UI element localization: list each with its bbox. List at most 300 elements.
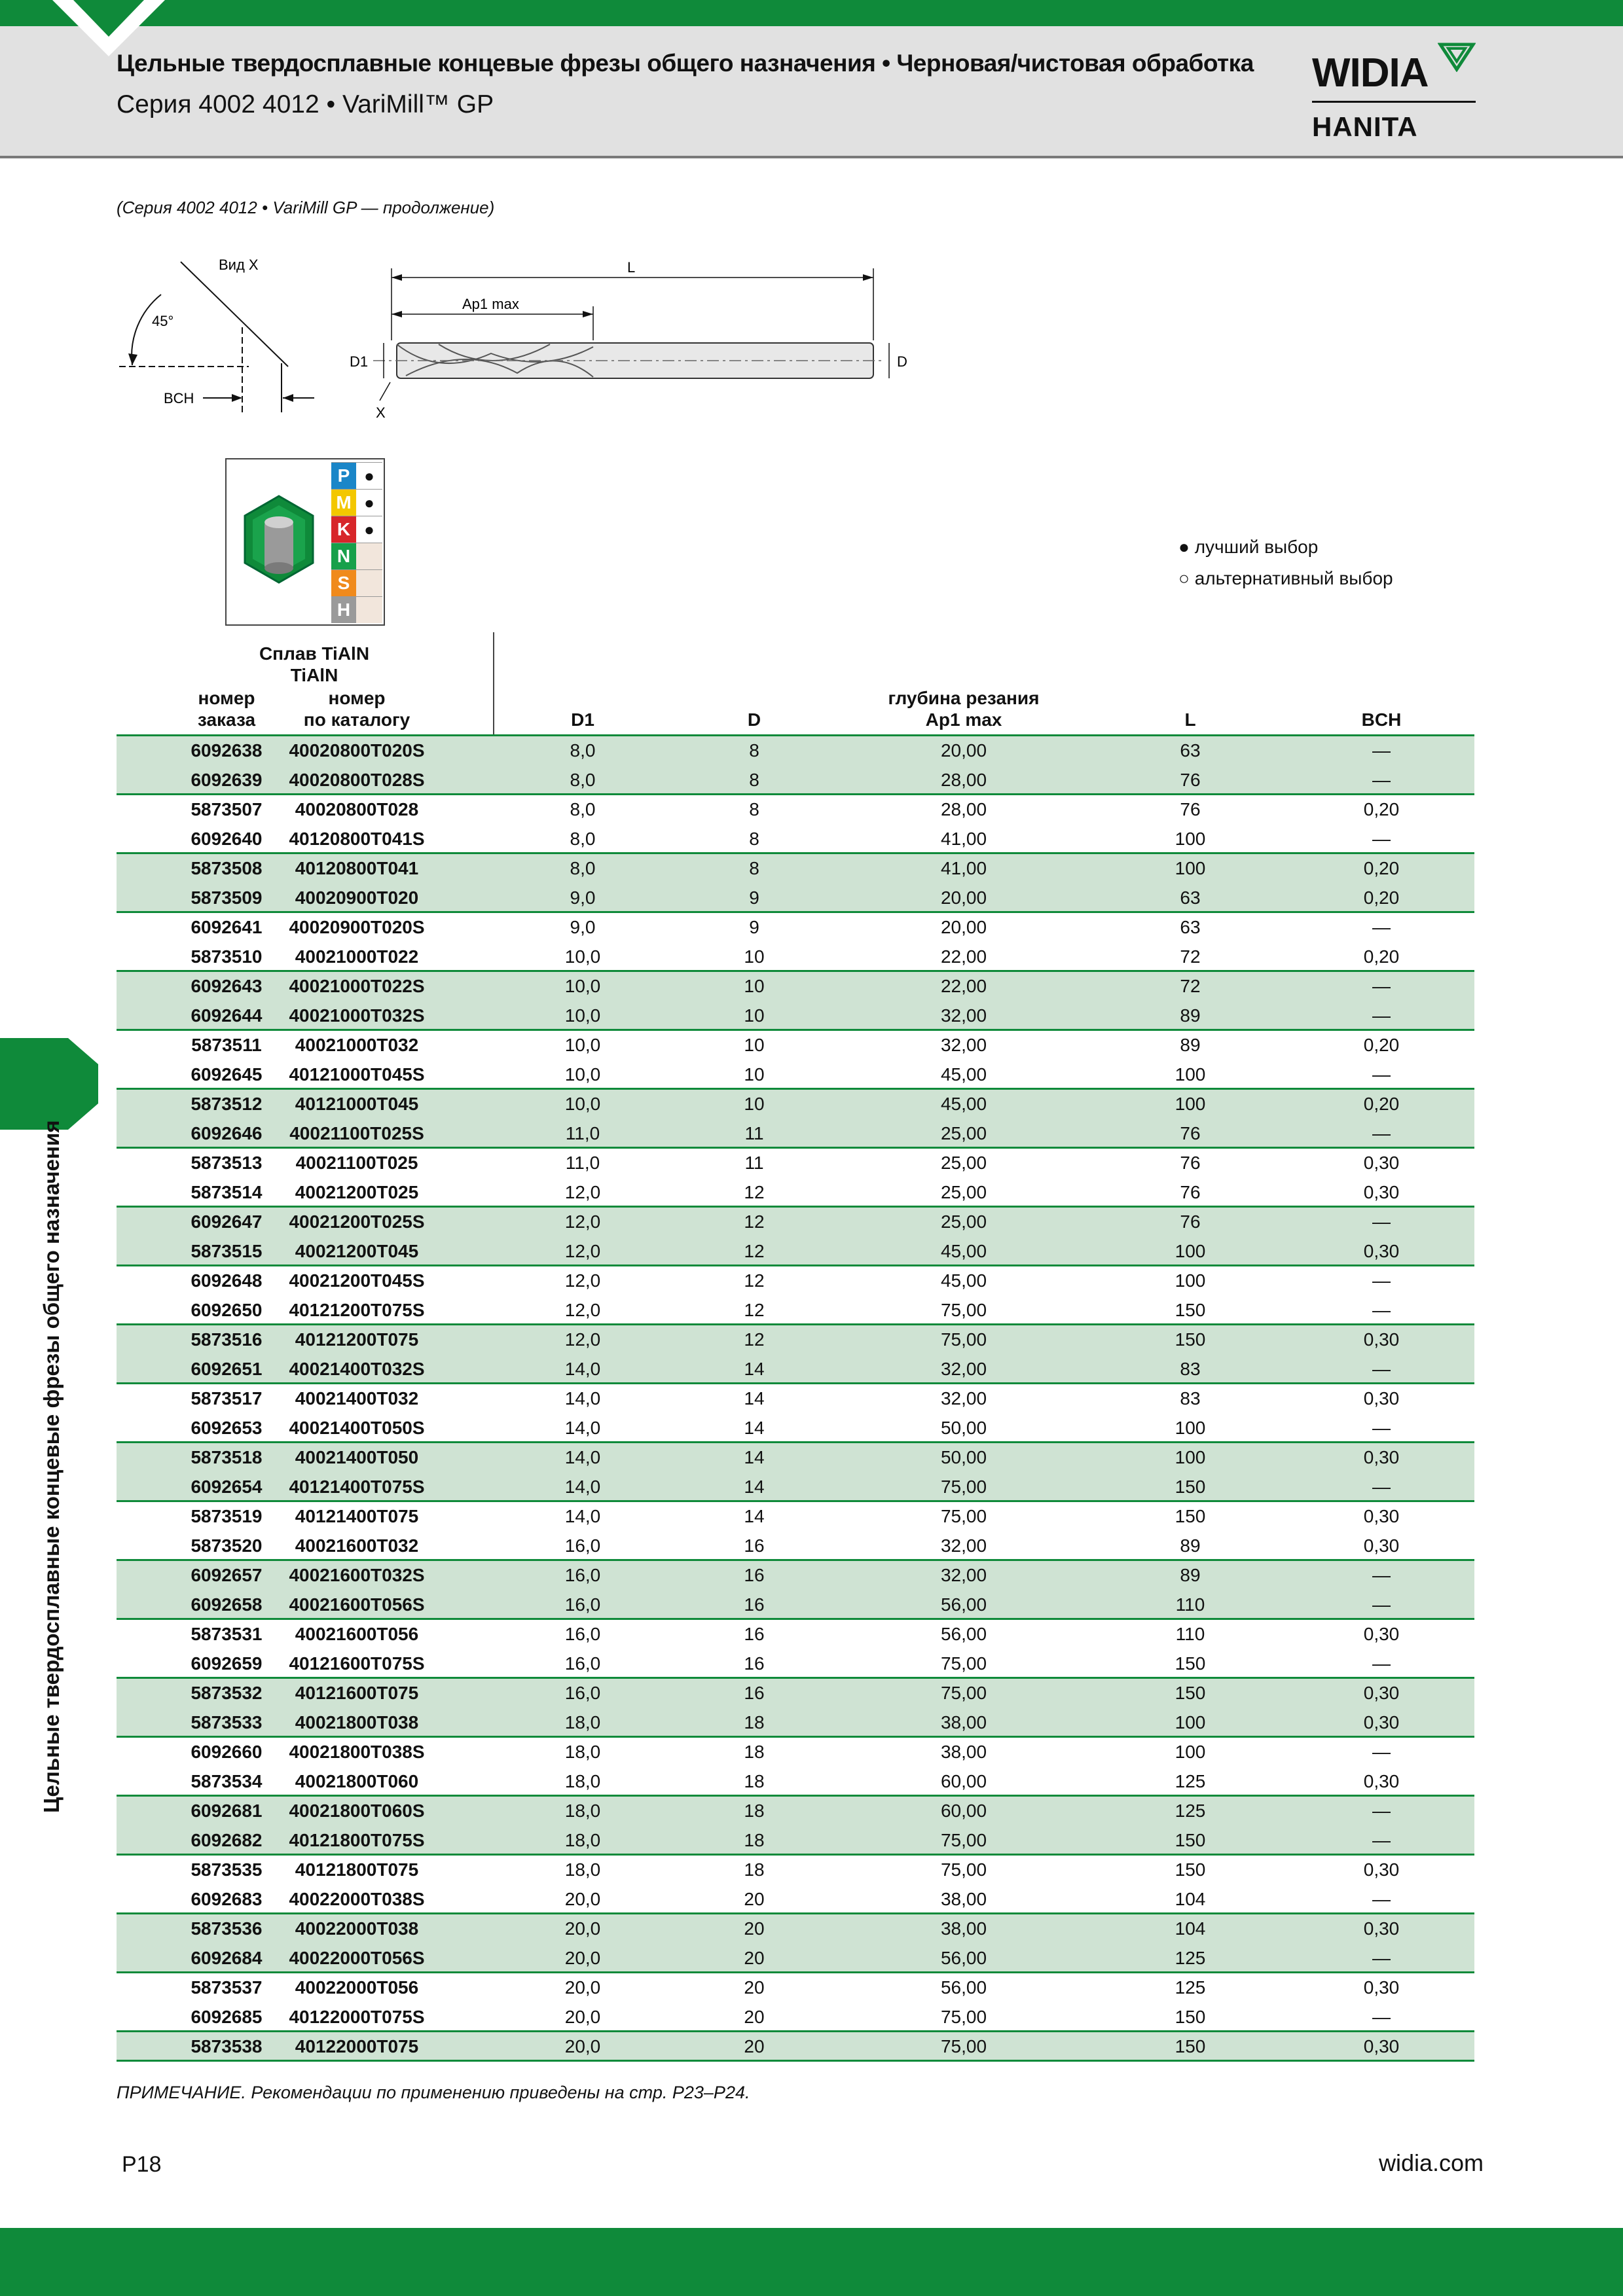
cell-l: 63 <box>1180 740 1201 761</box>
top-green-bar <box>0 0 1623 26</box>
table-row <box>117 734 1474 764</box>
cell-d1: 12,0 <box>564 1241 601 1261</box>
cell-order-number: 6092638 <box>191 740 263 761</box>
angle-label: 45° <box>152 313 174 329</box>
table-row <box>117 1294 1474 1323</box>
cell-order-number: 6092683 <box>191 1889 263 1909</box>
cell-l: 83 <box>1180 1388 1201 1408</box>
cell-l: 150 <box>1175 1506 1206 1526</box>
cell-ap1-max: 41,00 <box>940 829 987 849</box>
cell-catalog-number: 40021800T060 <box>295 1771 419 1791</box>
cell-d1: 18,0 <box>564 1712 601 1732</box>
cell-ap1-max: 41,00 <box>940 858 987 878</box>
cell-catalog-number: 40021100T025S <box>289 1123 424 1143</box>
cell-d: 8 <box>749 740 759 761</box>
cell-d1: 16,0 <box>564 1653 601 1674</box>
material-suitability-box <box>225 458 385 626</box>
cell-d: 20 <box>744 1977 765 1998</box>
cell-d1: 16,0 <box>564 1535 601 1556</box>
cell-order-number: 5873532 <box>191 1683 263 1703</box>
cell-bch: — <box>1372 829 1391 849</box>
cell-bch: — <box>1372 1005 1391 1026</box>
endmill-diagram <box>98 249 923 432</box>
table-row <box>117 1824 1474 1854</box>
cell-d1: 20,0 <box>564 1948 601 1968</box>
cell-d: 10 <box>744 946 765 967</box>
cell-bch: 0,30 <box>1363 1182 1400 1202</box>
cell-ap1-max: 75,00 <box>940 1477 987 1497</box>
table-row <box>117 2001 1474 2030</box>
table-row <box>117 1765 1474 1795</box>
material-suitability-mark: ● <box>356 490 382 516</box>
cell-catalog-number: 40120800T041S <box>289 829 425 849</box>
l-arrow-right <box>863 274 873 281</box>
table-row <box>117 1088 1474 1117</box>
cell-order-number: 6092657 <box>191 1565 263 1585</box>
cell-d1: 12,0 <box>564 1270 601 1291</box>
cell-ap1-max: 25,00 <box>940 1123 987 1143</box>
cell-d1: 8,0 <box>570 799 596 819</box>
table-row <box>117 2030 1474 2060</box>
cell-d: 20 <box>744 2007 765 2027</box>
cell-bch: 0,30 <box>1363 1918 1400 1939</box>
cell-order-number: 6092653 <box>191 1418 263 1438</box>
table-row <box>117 1176 1474 1206</box>
cell-order-number: 5873518 <box>191 1447 263 1467</box>
cell-order-number: 5873534 <box>191 1771 263 1791</box>
cell-ap1-max: 22,00 <box>940 976 987 996</box>
cell-ap1-max: 75,00 <box>940 1300 987 1320</box>
cell-d1: 14,0 <box>564 1418 601 1438</box>
cell-d: 12 <box>744 1300 765 1320</box>
material-suitability-mark: ● <box>356 463 382 489</box>
side-section-label: Цельные твердосплавные концевые фрезы общего назначения <box>39 1120 64 1813</box>
view-x-label: Вид X <box>219 257 259 273</box>
continuation-caption: (Серия 4002 4012 • VariMill GP — продолжение) <box>117 198 495 217</box>
cell-d: 18 <box>744 1771 765 1791</box>
cell-catalog-number: 40021800T060S <box>289 1801 425 1821</box>
page-number: P18 <box>122 2152 162 2177</box>
cell-d1: 10,0 <box>564 1035 601 1055</box>
cell-order-number: 6092641 <box>191 917 263 937</box>
cell-order-number: 5873533 <box>191 1712 263 1732</box>
table-row <box>117 1588 1474 1618</box>
cell-bch: 0,20 <box>1363 1035 1400 1055</box>
cell-l: 104 <box>1175 1918 1206 1939</box>
cell-order-number: 6092659 <box>191 1653 263 1674</box>
cell-d1: 9,0 <box>570 888 596 908</box>
cell-bch: 0,30 <box>1363 1977 1400 1998</box>
table-row <box>117 1736 1474 1765</box>
cell-catalog-number: 40121400T075 <box>295 1506 419 1526</box>
material-row <box>331 462 382 489</box>
bch-arrow-right <box>283 394 293 402</box>
alloy-title: Сплав TiAlN <box>259 643 370 664</box>
cell-ap1-max: 28,00 <box>940 799 987 819</box>
cell-bch: — <box>1372 976 1391 996</box>
cell-bch: — <box>1372 1830 1391 1850</box>
cell-d1: 10,0 <box>564 1064 601 1085</box>
material-letter: P <box>331 463 356 489</box>
cell-l: 150 <box>1175 1477 1206 1497</box>
cell-d1: 14,0 <box>564 1506 601 1526</box>
cell-bch: 0,30 <box>1363 1388 1400 1408</box>
material-suitability-mark <box>356 570 382 596</box>
cell-l: 125 <box>1175 1771 1206 1791</box>
cell-d1: 10,0 <box>564 946 601 967</box>
cell-d: 12 <box>744 1270 765 1291</box>
cell-d: 14 <box>744 1359 765 1379</box>
cell-bch: — <box>1372 1653 1391 1674</box>
cell-order-number: 5873531 <box>191 1624 263 1644</box>
cell-d: 20 <box>744 2036 765 2056</box>
cell-d1: 18,0 <box>564 1771 601 1791</box>
cell-ap1-max: 75,00 <box>940 1506 987 1526</box>
cell-l: 89 <box>1180 1565 1201 1585</box>
table-row <box>117 1677 1474 1706</box>
legend-best: ● лучший выбор <box>1178 537 1319 557</box>
table-row <box>117 1795 1474 1824</box>
cell-d: 10 <box>744 1064 765 1085</box>
material-row <box>331 489 382 516</box>
cell-l: 150 <box>1175 1859 1206 1880</box>
cell-catalog-number: 40021400T050 <box>295 1447 419 1467</box>
cell-ap1-max: 20,00 <box>940 740 987 761</box>
cell-bch: — <box>1372 1594 1391 1615</box>
header-notch-accent <box>73 0 144 37</box>
cell-d1: 10,0 <box>564 976 601 996</box>
view-x-edge-line <box>181 262 288 367</box>
cell-d: 16 <box>744 1653 765 1674</box>
cell-bch: — <box>1372 1948 1391 1968</box>
table-row <box>117 941 1474 970</box>
table-row <box>117 1854 1474 1883</box>
x-label: X <box>376 404 386 421</box>
cell-catalog-number: 40122000T075 <box>295 2036 419 2056</box>
bottom-green-bar <box>0 2228 1623 2296</box>
cell-order-number: 5873513 <box>191 1153 263 1173</box>
cell-bch: 0,30 <box>1363 1241 1400 1261</box>
cell-ap1-max: 25,00 <box>940 1211 987 1232</box>
material-row <box>331 516 382 543</box>
legend <box>1178 531 1393 594</box>
cell-catalog-number: 40121200T075 <box>295 1329 419 1350</box>
table-bottom-rule <box>117 2060 1474 2062</box>
cell-ap1-max: 38,00 <box>940 1712 987 1732</box>
cell-l: 76 <box>1180 1123 1201 1143</box>
cell-order-number: 6092651 <box>191 1359 263 1379</box>
cell-catalog-number: 40020800T020S <box>289 740 425 761</box>
cell-l: 150 <box>1175 1300 1206 1320</box>
cell-l: 63 <box>1180 917 1201 937</box>
cell-catalog-number: 40021600T056S <box>289 1594 425 1615</box>
material-letter: N <box>331 543 356 569</box>
cell-ap1-max: 32,00 <box>940 1005 987 1026</box>
cell-order-number: 5873517 <box>191 1388 263 1408</box>
cell-d1: 18,0 <box>564 1859 601 1880</box>
bch-label: BCH <box>164 390 194 406</box>
cell-l: 150 <box>1175 1653 1206 1674</box>
cell-bch: 0,30 <box>1363 1153 1400 1173</box>
table-row <box>117 970 1474 999</box>
cell-ap1-max: 56,00 <box>940 1624 987 1644</box>
cell-order-number: 6092640 <box>191 829 263 849</box>
material-letter: H <box>331 597 356 623</box>
cell-d1: 20,0 <box>564 1918 601 1939</box>
cell-d: 12 <box>744 1329 765 1350</box>
cell-l: 150 <box>1175 1830 1206 1850</box>
angle-arrowhead <box>128 353 137 365</box>
cell-l: 150 <box>1175 2036 1206 2056</box>
cell-catalog-number: 40021400T032 <box>295 1388 419 1408</box>
cell-bch: 0,20 <box>1363 946 1400 967</box>
ap-arrow-right <box>583 311 593 317</box>
cell-ap1-max: 45,00 <box>940 1241 987 1261</box>
cell-bch: — <box>1372 1064 1391 1085</box>
cell-ap1-max: 75,00 <box>940 2007 987 2027</box>
cell-catalog-number: 40020800T028S <box>289 770 425 790</box>
x-view-arrow <box>380 382 390 401</box>
cell-d: 18 <box>744 1859 765 1880</box>
cell-l: 100 <box>1175 1447 1206 1467</box>
cell-ap1-max: 45,00 <box>940 1270 987 1291</box>
cell-bch: — <box>1372 1889 1391 1909</box>
cell-catalog-number: 40122000T075S <box>289 2007 425 2027</box>
table-row <box>117 1265 1474 1294</box>
material-letter: K <box>331 516 356 543</box>
table-row <box>117 1530 1474 1559</box>
cell-d1: 20,0 <box>564 1889 601 1909</box>
cell-bch: — <box>1372 1801 1391 1821</box>
cell-l: 89 <box>1180 1005 1201 1026</box>
cell-d: 8 <box>749 770 759 790</box>
cell-bch: — <box>1372 770 1391 790</box>
cell-ap1-max: 60,00 <box>940 1801 987 1821</box>
col-bch: BCH <box>1361 709 1402 730</box>
cell-catalog-number: 40121000T045S <box>289 1064 425 1085</box>
col-catalog-number-1: номер <box>328 688 386 708</box>
cell-catalog-number: 40021200T025 <box>295 1182 419 1202</box>
widia-logo-icon <box>1438 41 1476 72</box>
alloy-subtitle: TiAlN <box>290 665 338 685</box>
cell-ap1-max: 28,00 <box>940 770 987 790</box>
cell-d: 10 <box>744 1005 765 1026</box>
cell-d1: 11,0 <box>565 1123 600 1143</box>
side-tab <box>0 1038 98 1130</box>
cell-catalog-number: 40021000T032 <box>295 1035 419 1055</box>
cell-order-number: 5873515 <box>191 1241 263 1261</box>
cell-order-number: 6092654 <box>191 1477 263 1497</box>
cell-bch: 0,30 <box>1363 1771 1400 1791</box>
cell-ap1-max: 50,00 <box>940 1447 987 1467</box>
cell-bch: — <box>1372 1211 1391 1232</box>
cell-bch: — <box>1372 1300 1391 1320</box>
cell-d: 9 <box>749 917 759 937</box>
ap-label: Ap1 max <box>462 296 519 312</box>
cell-d: 16 <box>744 1594 765 1615</box>
table-row <box>117 823 1474 852</box>
cell-d1: 20,0 <box>564 1977 601 1998</box>
cell-l: 100 <box>1175 1418 1206 1438</box>
cell-ap1-max: 22,00 <box>940 946 987 967</box>
cell-catalog-number: 40121600T075S <box>289 1653 425 1674</box>
legend-alternative: ○ альтернативный выбор <box>1178 568 1393 588</box>
logo-divider <box>1312 101 1476 103</box>
cell-order-number: 5873507 <box>191 799 263 819</box>
cell-d1: 12,0 <box>564 1211 601 1232</box>
cell-d: 18 <box>744 1801 765 1821</box>
material-letter: S <box>331 570 356 596</box>
square-endmill-icon <box>227 459 331 624</box>
cell-order-number: 5873516 <box>191 1329 263 1350</box>
cell-l: 150 <box>1175 2007 1206 2027</box>
table-row <box>117 1117 1474 1147</box>
cell-catalog-number: 40021800T038S <box>289 1742 425 1762</box>
table-row <box>117 1500 1474 1530</box>
cell-catalog-number: 40021600T032S <box>289 1565 425 1585</box>
cell-order-number: 5873536 <box>191 1918 263 1939</box>
material-row <box>331 569 382 596</box>
cell-l: 125 <box>1175 1948 1206 1968</box>
website: widia.com <box>1379 2149 1484 2176</box>
cell-order-number: 6092645 <box>191 1064 263 1085</box>
cell-bch: — <box>1372 740 1391 761</box>
cell-bch: 0,30 <box>1363 1712 1400 1732</box>
cell-d1: 8,0 <box>570 770 596 790</box>
cell-d1: 14,0 <box>564 1388 601 1408</box>
cell-d1: 8,0 <box>570 740 596 761</box>
col-ap-2: Ap1 max <box>925 709 1002 730</box>
cell-order-number: 6092682 <box>191 1830 263 1850</box>
cell-l: 100 <box>1175 1241 1206 1261</box>
cell-d1: 14,0 <box>564 1477 601 1497</box>
cell-catalog-number: 40021200T045S <box>289 1270 425 1291</box>
header-divider <box>493 632 494 737</box>
table-row <box>117 1058 1474 1088</box>
cell-l: 100 <box>1175 1712 1206 1732</box>
table-row <box>117 1471 1474 1500</box>
cell-bch: 0,20 <box>1363 888 1400 908</box>
cell-l: 72 <box>1180 946 1201 967</box>
l-arrow-left <box>392 274 402 281</box>
col-d: D <box>747 709 761 730</box>
cell-order-number: 6092648 <box>191 1270 263 1291</box>
cell-d1: 18,0 <box>564 1801 601 1821</box>
col-order-number-1: номер <box>198 688 255 708</box>
cell-d: 12 <box>744 1211 765 1232</box>
cell-l: 76 <box>1180 1182 1201 1202</box>
table-row <box>117 911 1474 941</box>
cell-d1: 8,0 <box>570 829 596 849</box>
cell-catalog-number: 40020800T028 <box>295 799 419 819</box>
cell-bch: — <box>1372 1477 1391 1497</box>
cell-d: 18 <box>744 1742 765 1762</box>
cell-d: 16 <box>744 1565 765 1585</box>
cell-order-number: 6092639 <box>191 770 263 790</box>
cell-ap1-max: 45,00 <box>940 1094 987 1114</box>
table-row <box>117 1412 1474 1441</box>
material-row <box>331 596 382 623</box>
cell-order-number: 6092660 <box>191 1742 263 1762</box>
cell-order-number: 6092685 <box>191 2007 263 2027</box>
cell-order-number: 6092684 <box>191 1948 263 1968</box>
cell-ap1-max: 75,00 <box>940 1653 987 1674</box>
cell-l: 100 <box>1175 1270 1206 1291</box>
table-row <box>117 1706 1474 1736</box>
cell-ap1-max: 20,00 <box>940 917 987 937</box>
cell-d1: 20,0 <box>564 2036 601 2056</box>
cell-l: 89 <box>1180 1535 1201 1556</box>
cell-l: 63 <box>1180 888 1201 908</box>
cell-ap1-max: 56,00 <box>940 1977 987 1998</box>
material-row <box>331 543 382 569</box>
table-row <box>117 852 1474 882</box>
col-l: L <box>1184 709 1196 730</box>
table-row <box>117 793 1474 823</box>
widia-logo-text: WIDIA <box>1312 50 1429 96</box>
cell-d: 8 <box>749 829 759 849</box>
cell-l: 76 <box>1180 770 1201 790</box>
cell-d1: 9,0 <box>570 917 596 937</box>
bch-arrow-left <box>232 394 242 402</box>
cell-order-number: 5873510 <box>191 946 263 967</box>
col-d1: D1 <box>571 709 594 730</box>
cell-d1: 12,0 <box>564 1300 601 1320</box>
cell-catalog-number: 40020900T020 <box>295 888 419 908</box>
page-title: Цельные твердосплавные концевые фрезы общего назначения • Черновая/чистовая обработка <box>117 50 1254 77</box>
d-label: D <box>897 353 907 370</box>
cell-catalog-number: 40121200T075S <box>289 1300 425 1320</box>
cell-bch: 0,30 <box>1363 1447 1400 1467</box>
cell-d1: 16,0 <box>564 1624 601 1644</box>
cell-bch: — <box>1372 1270 1391 1291</box>
table-row <box>117 1912 1474 1942</box>
hanita-logo-text: HANITA <box>1312 111 1418 142</box>
cell-catalog-number: 40121400T075S <box>289 1477 425 1497</box>
cell-d1: 16,0 <box>564 1565 601 1585</box>
cell-d: 20 <box>744 1918 765 1939</box>
cell-d: 16 <box>744 1683 765 1703</box>
cell-d1: 18,0 <box>564 1742 601 1762</box>
cell-d: 18 <box>744 1712 765 1732</box>
cell-ap1-max: 50,00 <box>940 1418 987 1438</box>
cell-bch: 0,30 <box>1363 1535 1400 1556</box>
cell-ap1-max: 32,00 <box>940 1535 987 1556</box>
cell-order-number: 6092681 <box>191 1801 263 1821</box>
cell-l: 125 <box>1175 1801 1206 1821</box>
cell-d: 18 <box>744 1830 765 1850</box>
cell-d: 16 <box>744 1624 765 1644</box>
cell-d: 10 <box>744 1035 765 1055</box>
cell-bch: 0,30 <box>1363 1683 1400 1703</box>
cell-ap1-max: 32,00 <box>940 1035 987 1055</box>
cell-catalog-number: 40021400T050S <box>289 1418 425 1438</box>
table-row <box>117 1883 1474 1912</box>
table-row <box>117 882 1474 911</box>
cell-catalog-number: 40121800T075 <box>295 1859 419 1880</box>
material-suitability-mark: ● <box>356 516 382 543</box>
cell-catalog-number: 40022000T056 <box>295 1977 419 1998</box>
cell-ap1-max: 38,00 <box>940 1742 987 1762</box>
table-row <box>117 1147 1474 1176</box>
cell-ap1-max: 38,00 <box>940 1918 987 1939</box>
cell-ap1-max: 75,00 <box>940 1859 987 1880</box>
cell-d: 20 <box>744 1889 765 1909</box>
cell-l: 72 <box>1180 976 1201 996</box>
cell-d1: 10,0 <box>564 1005 601 1026</box>
cell-catalog-number: 40121800T075S <box>289 1830 425 1850</box>
cell-ap1-max: 38,00 <box>940 1889 987 1909</box>
